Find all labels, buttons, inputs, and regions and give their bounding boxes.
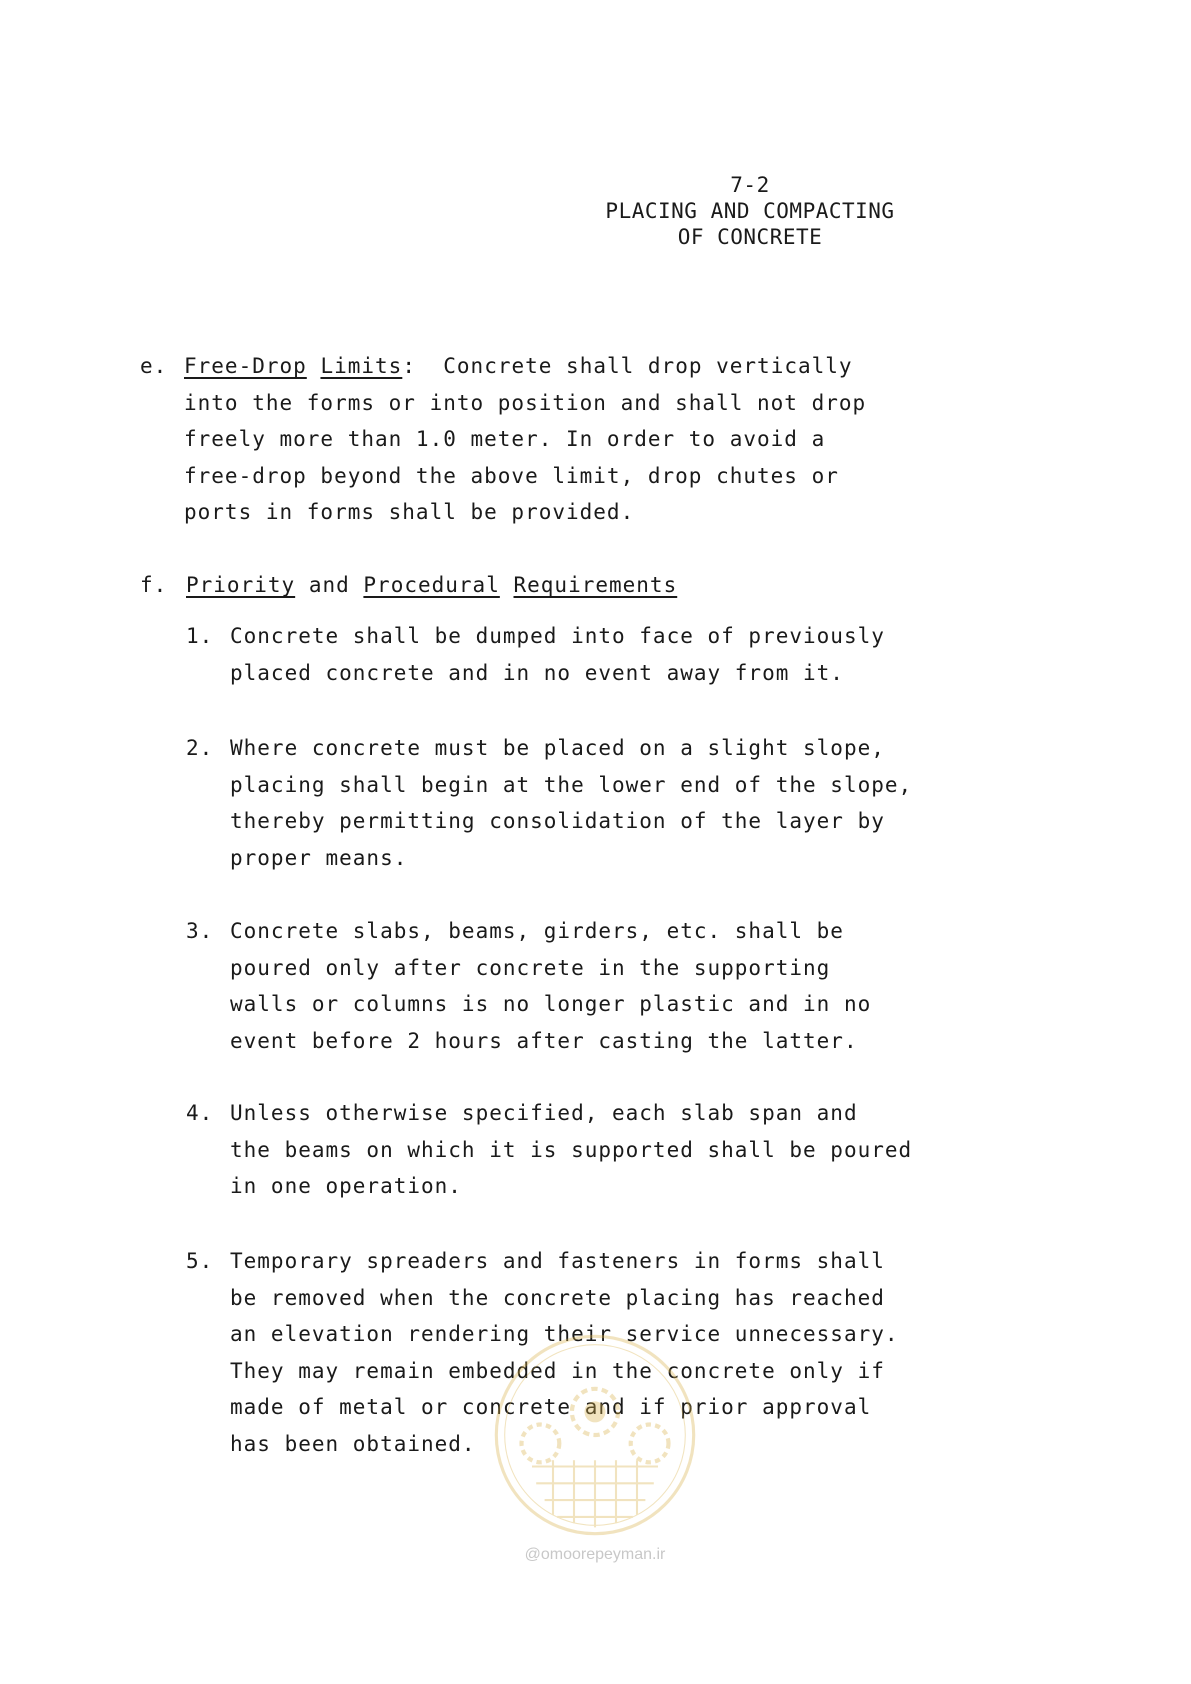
text-line: event before 2 hours after casting the latter. bbox=[230, 1028, 858, 1053]
text-line: Where concrete must be placed on a slight slope, bbox=[230, 736, 885, 760]
text-line: the beams on which it is supported shall be poured bbox=[230, 1137, 913, 1162]
section-title-line1: PLACING AND COMPACTING bbox=[605, 199, 895, 223]
text-line: placed concrete and in no event away from it. bbox=[230, 660, 844, 685]
paragraph-marker: f. bbox=[140, 573, 168, 597]
text-line: thereby permitting consolidation of the layer by bbox=[230, 809, 885, 833]
text-line: placing shall begin at the lower end of the slope, bbox=[230, 772, 913, 797]
heading-priority: Priority bbox=[186, 573, 296, 597]
text-line: freely more than 1.0 meter. In order to avoid a bbox=[184, 427, 826, 451]
section-number: 7-2 bbox=[730, 173, 770, 197]
item-content bbox=[230, 913, 1000, 1059]
item-content bbox=[230, 618, 1000, 691]
item-number: 3. bbox=[186, 919, 214, 943]
section-header bbox=[560, 172, 940, 250]
section-title-line2: OF CONCRETE bbox=[677, 225, 823, 249]
paragraph-f-heading-content bbox=[186, 570, 677, 600]
heading-limits: Limits bbox=[320, 354, 403, 378]
text-line: Concrete slabs, beams, girders, etc. shall be bbox=[230, 919, 844, 943]
item-content bbox=[230, 730, 1000, 876]
text-line: Concrete shall be dumped into face of previously bbox=[230, 624, 885, 648]
text-line: ports in forms shall be provided. bbox=[184, 500, 635, 524]
text-line: Unless otherwise specified, each slab span and bbox=[230, 1101, 858, 1125]
item-number: 1. bbox=[186, 624, 214, 648]
heading-requirements: Requirements bbox=[513, 573, 678, 597]
item-number: 5. bbox=[186, 1249, 214, 1273]
item-number: 4. bbox=[186, 1101, 214, 1125]
paragraph-marker: e. bbox=[140, 354, 168, 378]
paragraph-e-content bbox=[184, 348, 1004, 531]
heading-procedural: Procedural bbox=[363, 573, 500, 597]
text-line: an elevation rendering their service unnecessary. bbox=[230, 1322, 899, 1346]
paragraph-e-line-1: Free-Drop Limits: Concrete shall drop vertically bbox=[184, 354, 853, 378]
text-line: free-drop beyond the above limit, drop chutes or bbox=[184, 463, 839, 488]
text-line: poured only after concrete in the supporting bbox=[230, 955, 831, 980]
item-number: 2. bbox=[186, 736, 214, 760]
item-content bbox=[230, 1095, 1000, 1205]
watermark-text: @omoorepeyman.ir bbox=[524, 1546, 666, 1563]
heading-and: and bbox=[308, 573, 350, 597]
text-line: Concrete shall drop vertically bbox=[443, 354, 853, 378]
text-line: made of metal or concrete and if prior approval bbox=[230, 1395, 872, 1419]
text-line: They may remain embedded in the concrete only if bbox=[230, 1358, 885, 1383]
text-line: Temporary spreaders and fasteners in forms shall bbox=[230, 1249, 885, 1273]
text-line: be removed when the concrete placing has reached bbox=[230, 1285, 885, 1310]
heading-free-drop: Free-Drop bbox=[184, 354, 307, 378]
text-line: in one operation. bbox=[230, 1174, 462, 1198]
watermark-seal-icon bbox=[490, 1330, 700, 1540]
text-line: into the forms or into position and shall not drop bbox=[184, 390, 867, 415]
text-line: has been obtained. bbox=[230, 1431, 476, 1456]
text-line: walls or columns is no longer plastic and in no bbox=[230, 992, 872, 1016]
text-line: proper means. bbox=[230, 845, 408, 870]
